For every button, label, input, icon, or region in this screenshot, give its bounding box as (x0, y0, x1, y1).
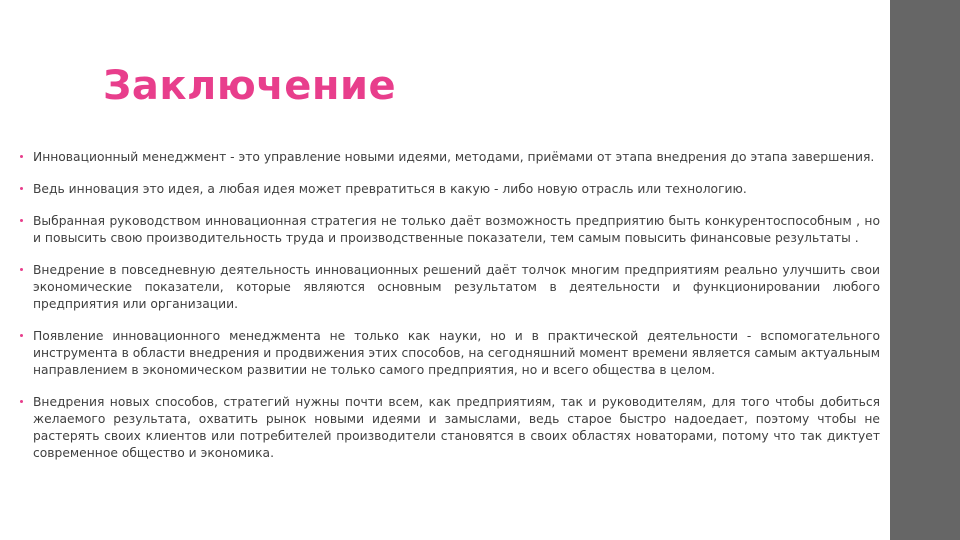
bullet-dot-icon (20, 400, 23, 403)
bullet-dot-icon (20, 219, 23, 222)
bullet-dot-icon (20, 187, 23, 190)
bullet-text: Инновационный менеджмент - это управление новыми идеями, методами, приёмами от этапа внедрения до этапа завершения. (33, 150, 875, 164)
bullet-text: Внедрение в повседневную деятельность инновационных решений даёт толчок многим предприятиям реально улучшить свои экономические показатели, которые являются основным результатом в деятельности и функционировании любого предприятия или организации. (33, 263, 880, 311)
bullet-dot-icon (20, 268, 23, 271)
bullet-text: Появление инновационного менеджмента не только как науки, но и в практической деятельности - вспомогательного инструмента в области внедрения и продвижения этих способов, на сегодняшний момент времени является самым актуальным направлением в экономическом развитии не только самого предприятия, но и всего общества в целом. (33, 329, 880, 377)
slide-title: Заключение (103, 63, 397, 109)
bullet-text: Выбранная руководством инновационная стратегия не только даёт возможность предприятию быть конкурентоспособным , но и повысить свою производительность труда и производственные показатели, тем самым повысить финансовые результаты . (33, 214, 880, 245)
bullet-item (20, 181, 880, 198)
bullet-list (20, 149, 880, 477)
bullet-dot-icon (20, 155, 23, 158)
bullet-item (20, 394, 880, 462)
bullet-text: Внедрения новых способов, стратегий нужны почти всем, как предприятиям, так и руководителям, для того чтобы добиться желаемого результата, охватить рынок новыми идеями и замыслами, ведь старое быстро надоедает, поэтому чтобы не растерять своих клиентов или потребителей производители становятся в своих областях новаторами, потому что так диктует современное общество и экономика. (33, 395, 880, 460)
bullet-item (20, 149, 880, 166)
side-bar (890, 0, 960, 540)
bullet-item (20, 213, 880, 247)
bullet-item (20, 328, 880, 379)
bullet-text: Ведь инновация это идея, а любая идея может превратиться в какую - либо новую отрасль или технологию. (33, 182, 747, 196)
bullet-item (20, 262, 880, 313)
bullet-dot-icon (20, 334, 23, 337)
